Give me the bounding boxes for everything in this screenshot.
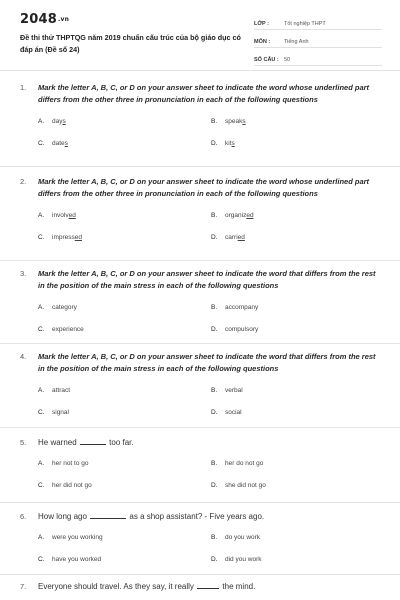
option-c[interactable]: C. experience [38, 326, 84, 333]
question-prompt: Mark the letter A, B, C, or D on your answer sheet to indicate the word whose underlined part differs from the other three in pronunciation in each of the following questions [38, 177, 370, 198]
option-d[interactable]: D. social [211, 409, 242, 416]
question-2: 2. Mark the letter A, B, C, or D on your answer sheet to indicate the word whose underlined part differs from the other three in pronunciation in each of the following questions A. involved B. organized C. impressed D. carried [20, 176, 380, 246]
page-header [0, 0, 400, 80]
question-4: 4. Mark the letter A, B, C, or D on your answer sheet to indicate the word that differs from the rest in the position of the main stress in each of the following questions A. attract B. verbal C. signal D. social [20, 351, 380, 421]
question-divider [0, 260, 400, 261]
option-a[interactable]: A. days [38, 118, 66, 125]
option-d[interactable]: D. kits [211, 140, 235, 147]
question-prompt: Mark the letter A, B, C, or D on your answer sheet to indicate the word that differs from the rest in the position of the main stress in each of the following questions [38, 269, 376, 290]
site-logo[interactable]: 2048.vn [20, 12, 70, 27]
option-c[interactable]: C. signal [38, 409, 69, 416]
option-d[interactable]: D. compulsory [211, 326, 259, 333]
header-divider [0, 70, 400, 71]
option-c[interactable]: C. have you worked [38, 556, 102, 563]
option-b[interactable]: B. verbal [211, 387, 243, 394]
option-c[interactable]: C. her did not go [38, 482, 92, 489]
question-prompt: He warned too far. [38, 438, 134, 447]
question-5: 5. He warned too far. A. her not to go B. her do not go C. her did not go D. she did not go [20, 437, 380, 495]
question-divider [0, 343, 400, 344]
question-3: 3. Mark the letter A, B, C, or D on your answer sheet to indicate the word that differs from the rest in the position of the main stress in each of the following questions A. category B. accompany C. experience D. compulsory [20, 268, 380, 338]
option-b[interactable]: B. accompany [211, 304, 259, 311]
option-a[interactable]: A. attract [38, 387, 71, 394]
option-b[interactable]: B. her do not go [211, 460, 264, 467]
meta-question-count: SỐ CÂU : 50 [254, 50, 382, 66]
option-b[interactable]: B. speaks [211, 118, 246, 125]
question-divider [0, 166, 400, 167]
question-prompt: Mark the letter A, B, C, or D on your answer sheet to indicate the word that differs from the rest in the position of the main stress in each of the following questions [38, 352, 376, 373]
question-divider [0, 502, 400, 503]
option-a[interactable]: A. involved [38, 212, 76, 219]
question-prompt: Everyone should travel. As they say, it really the mind. [38, 582, 256, 591]
question-divider [0, 574, 400, 575]
exam-meta [254, 14, 382, 68]
option-a[interactable]: A. were you working [38, 534, 103, 541]
option-d[interactable]: D. she did not go [211, 482, 266, 489]
meta-subject: MÔN : Tiếng Anh [254, 32, 382, 48]
option-c[interactable]: C. dates [38, 140, 68, 147]
question-prompt: Mark the letter A, B, C, or D on your answer sheet to indicate the word whose underlined part differs from the other three in pronunciation in each of the following questions [38, 83, 370, 104]
exam-title: Đề thi thử THPTQG năm 2019 chuẩn cấu trúc của bộ giáo dục có đáp án (Đề số 24) [20, 33, 241, 54]
answer-blank [197, 582, 219, 589]
option-c[interactable]: C. impressed [38, 234, 82, 241]
option-b[interactable]: B. do you work [211, 534, 261, 541]
meta-class: LỚP : Tốt nghiệp THPT [254, 14, 382, 30]
option-a[interactable]: A. category [38, 304, 77, 311]
option-a[interactable]: A. her not to go [38, 460, 89, 467]
option-b[interactable]: B. organized [211, 212, 254, 219]
question-7: 7. Everyone should travel. As they say, it really the mind. [20, 581, 380, 593]
question-1: 1. Mark the letter A, B, C, or D on your answer sheet to indicate the word whose underlined part differs from the other three in pronunciation in each of the following questions A. days B. speaks C. dates D. kits [20, 82, 380, 152]
answer-blank [80, 438, 106, 445]
question-divider [0, 427, 400, 428]
option-d[interactable]: D. carried [211, 234, 245, 241]
answer-blank [90, 512, 126, 519]
question-6: 6. How long ago as a shop assistant? - Five years ago. A. were you working B. do you work C. have you worked D. did you work [20, 511, 380, 569]
question-prompt: How long ago as a shop assistant? - Five years ago. [38, 512, 265, 521]
option-d[interactable]: D. did you work [211, 556, 262, 563]
